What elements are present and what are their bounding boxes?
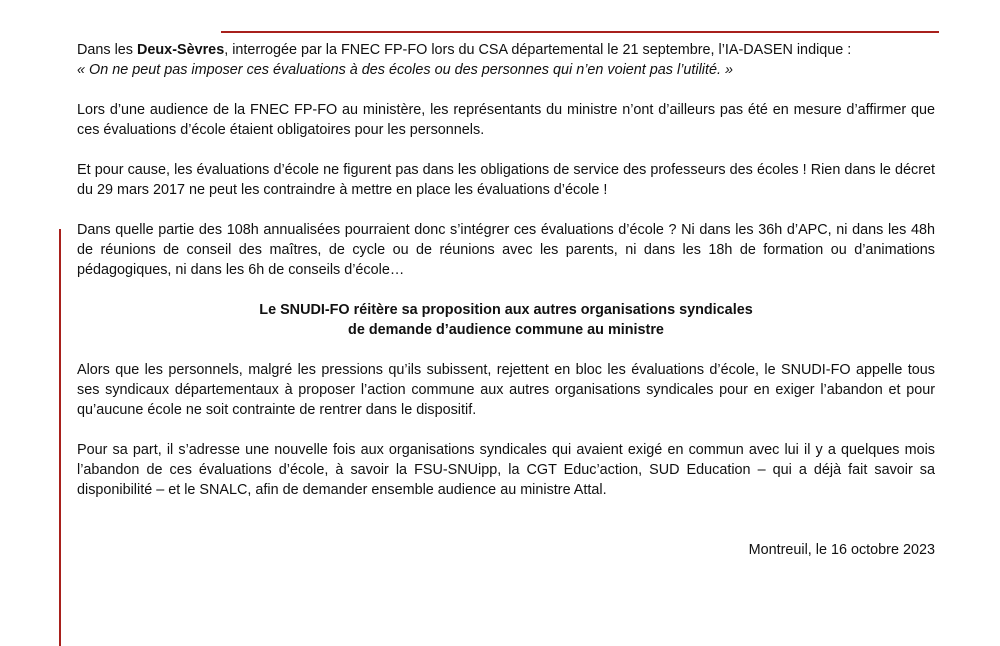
paragraph-service-obligations: Et pour cause, les évaluations d’école ne figurent pas dans les obligations de service des professeurs des écoles ! Rien dans le décret du 29 mars 2017 ne peut les contraindre à mettre en place les évaluations d’école !	[77, 162, 935, 198]
paragraph-deux-sevres	[77, 40, 935, 80]
top-red-rule	[221, 31, 939, 33]
paragraph-common-action: Alors que les personnels, malgré les pressions qu’ils subissent, rejettent en bloc les évaluations d’école, le SNUDI-FO appelle tous ses syndicaux départementaux à proposer l’action commune aux autres organisations syndicales pour en exiger l’abandon et pour qu’aucune école ne soit contrainte de rentrer dans le dispositif.	[77, 362, 935, 418]
paragraph-deux-sevres-rest: , interrogée par la FNEC FP-FO lors du CSA départemental le 21 septembre, l’IA-DASEN indique :	[224, 42, 852, 58]
paragraph-ministry-audience: Lors d’une audience de la FNEC FP-FO au ministère, les représentants du ministre n’ont d’ailleurs pas été en mesure d’affirmer que ces évaluations d’école étaient obligatoires pour les personnels.	[77, 102, 935, 138]
section-heading	[77, 300, 935, 340]
left-red-rule	[59, 229, 61, 646]
paragraph-deux-sevres-lead: Dans les	[77, 42, 137, 58]
document-body	[77, 40, 935, 560]
place-date-signature: Montreuil, le 16 octobre 2023	[748, 542, 935, 558]
place-name: Deux-Sèvres	[137, 42, 225, 58]
dasen-quote: « On ne peut pas imposer ces évaluations à des écoles ou des personnes qui n’en voient pas l’utilité. »	[77, 62, 733, 78]
section-heading-line-2: de demande d’audience commune au ministre	[348, 322, 664, 338]
section-heading-line-1: Le SNUDI-FO réitère sa proposition aux autres organisations syndicales	[259, 302, 753, 318]
paragraph-108h: Dans quelle partie des 108h annualisées pourraient donc s’intégrer ces évaluations d’école ? Ni dans les 36h d’APC, ni dans les 48h de réunions de conseil des maîtres, de cycle ou de réunions avec les parents, ni dans les 18h de formation ou d’animations pédagogiques, ni dans les 6h de conseils d’école…	[77, 222, 935, 278]
paragraph-unions-request: Pour sa part, il s’adresse une nouvelle fois aux organisations syndicales qui avaient exigé en commun avec lui il y a quelques mois l’abandon de ces évaluations d’école, à savoir la FSU-SNUipp, la CGT Educ’action, SUD Education – qui a déjà fait savoir sa disponibilité – et le SNALC, afin de demander ensemble audience au ministre Attal.	[77, 442, 935, 498]
